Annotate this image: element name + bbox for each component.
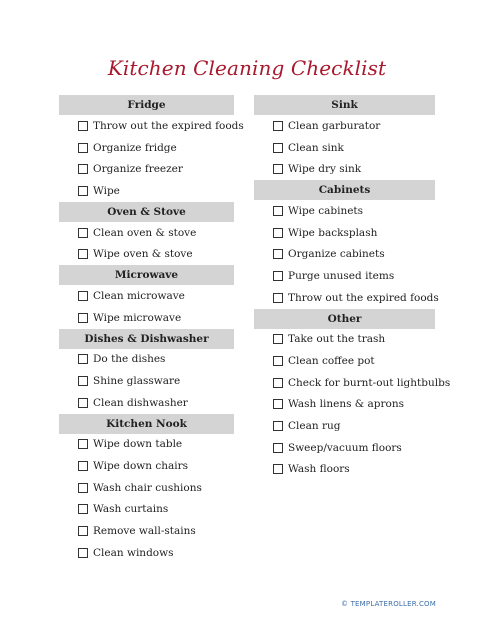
checkbox-icon[interactable] — [78, 483, 88, 493]
checklist-item-label: Wash floors — [288, 463, 350, 476]
checklist-item[interactable] — [254, 222, 435, 244]
checkbox-icon[interactable] — [78, 121, 88, 131]
checklist-item[interactable] — [59, 158, 234, 180]
checklist-item-label: Clean garburator — [288, 119, 381, 132]
checkbox-icon[interactable] — [78, 526, 88, 536]
checkbox-icon[interactable] — [78, 461, 88, 471]
checkbox-icon[interactable] — [273, 356, 283, 366]
checkbox-icon[interactable] — [273, 293, 283, 303]
page-title: Kitchen Cleaning Checklist — [107, 56, 387, 80]
checklist-item[interactable] — [254, 200, 435, 222]
section-header-dishes-and-dishwasher: Dishes & Dishwasher — [59, 329, 234, 349]
checklist-item-label: Check for burnt-out lightbulbs — [288, 376, 451, 389]
checkbox-icon[interactable] — [273, 464, 283, 474]
checkbox-icon[interactable] — [273, 421, 283, 431]
checklist-item[interactable] — [254, 243, 435, 265]
checkbox-icon[interactable] — [78, 249, 88, 259]
checklist-item[interactable] — [59, 499, 234, 521]
section-header-kitchen-nook: Kitchen Nook — [59, 414, 234, 434]
checklist-item-label: Clean coffee pot — [288, 355, 375, 368]
checklist-item[interactable] — [254, 415, 435, 437]
checklist-item-label: Wipe microwave — [93, 311, 182, 324]
section-header-microwave: Microwave — [59, 265, 234, 285]
checkbox-icon[interactable] — [273, 399, 283, 409]
checklist-item-label: Do the dishes — [93, 353, 166, 366]
checklist-item[interactable] — [254, 437, 435, 459]
checklist-item-label: Sweep/vacuum floors — [288, 441, 402, 454]
checklist-item[interactable] — [254, 459, 435, 481]
checklist-item-label: Remove wall-stains — [93, 525, 196, 538]
checkbox-icon[interactable] — [273, 143, 283, 153]
checklist-item[interactable] — [59, 477, 234, 499]
checklist-item-label: Wipe down table — [93, 438, 183, 451]
checkbox-icon[interactable] — [273, 443, 283, 453]
checklist-item[interactable] — [59, 222, 234, 244]
checklist-item[interactable] — [59, 285, 234, 307]
checkbox-icon[interactable] — [78, 439, 88, 449]
checkbox-icon[interactable] — [78, 143, 88, 153]
checklist-item-label: Shine glassware — [93, 375, 181, 388]
checkbox-icon[interactable] — [78, 313, 88, 323]
checkbox-icon[interactable] — [78, 164, 88, 174]
checklist-item[interactable] — [59, 434, 234, 456]
checklist-item-label: Wipe backsplash — [288, 226, 378, 239]
checklist-item-label: Throw out the expired foods — [288, 291, 439, 304]
checklist-item[interactable] — [59, 392, 234, 414]
footer-credit: © TEMPLATEROLLER.COM — [340, 600, 436, 608]
checklist-item[interactable] — [254, 115, 435, 137]
checklist-item[interactable] — [254, 265, 435, 287]
checkbox-icon[interactable] — [78, 504, 88, 514]
checklist-item-label: Clean sink — [288, 141, 344, 154]
checkbox-icon[interactable] — [273, 164, 283, 174]
checklist-item[interactable] — [59, 349, 234, 371]
checklist-item[interactable] — [254, 287, 439, 309]
checkbox-icon[interactable] — [78, 228, 88, 238]
checkbox-icon[interactable] — [78, 186, 88, 196]
checkbox-icon[interactable] — [273, 334, 283, 344]
checklist-item-label: Organize fridge — [93, 141, 177, 154]
checklist-item-label: Clean microwave — [93, 289, 185, 302]
checklist-item[interactable] — [59, 520, 234, 542]
checklist-item[interactable] — [59, 370, 234, 392]
right-column — [254, 95, 451, 480]
checkbox-icon[interactable] — [273, 271, 283, 281]
section-header-sink: Sink — [254, 95, 435, 115]
checkbox-icon[interactable] — [78, 291, 88, 301]
checkbox-icon[interactable] — [273, 121, 283, 131]
checkbox-icon[interactable] — [78, 548, 88, 558]
checklist-item[interactable] — [254, 372, 451, 394]
checklist-item-label: Purge unused items — [288, 269, 395, 282]
section-header-cabinets: Cabinets — [254, 180, 435, 200]
checklist-item[interactable] — [59, 180, 234, 202]
checklist-item[interactable] — [59, 115, 244, 137]
checklist-item-label: Clean dishwasher — [93, 396, 188, 409]
checklist-item[interactable] — [59, 137, 234, 159]
checklist-item-label: Wipe oven & stove — [93, 248, 193, 261]
checkbox-icon[interactable] — [273, 378, 283, 388]
checklist-item-label: Clean rug — [288, 420, 341, 433]
section-header-oven-and-stove: Oven & Stove — [59, 202, 234, 222]
checkbox-icon[interactable] — [78, 376, 88, 386]
left-column — [59, 95, 244, 564]
checklist-item[interactable] — [254, 394, 435, 416]
checkbox-icon[interactable] — [273, 249, 283, 259]
checklist-item-label: Wash curtains — [93, 503, 169, 516]
checklist-item-label: Organize freezer — [93, 163, 183, 176]
checklist-item[interactable] — [59, 243, 234, 265]
checklist-item-label: Wipe dry sink — [288, 163, 362, 176]
checklist-item-label: Throw out the expired foods — [93, 119, 244, 132]
checkbox-icon[interactable] — [273, 228, 283, 238]
checklist-item[interactable] — [254, 158, 435, 180]
checkbox-icon[interactable] — [78, 398, 88, 408]
checklist-item-label: Wipe cabinets — [288, 204, 364, 217]
checklist-item[interactable] — [254, 329, 435, 351]
checklist-item[interactable] — [254, 137, 435, 159]
checklist-item[interactable] — [59, 455, 234, 477]
checklist-item-label: Take out the trash — [288, 333, 386, 346]
checklist-item-label: Clean windows — [93, 546, 174, 559]
section-header-other: Other — [254, 309, 435, 329]
checklist-item-label: Wipe down chairs — [93, 460, 189, 473]
checklist-item-label: Wipe — [93, 184, 120, 197]
checklist-item-label: Wash linens & aprons — [288, 398, 404, 411]
checklist-item-label: Organize cabinets — [288, 248, 385, 261]
checklist-item[interactable] — [59, 542, 234, 564]
checklist-item-label: Clean oven & stove — [93, 226, 197, 239]
checkbox-icon[interactable] — [273, 206, 283, 216]
checklist-item-label: Wash chair cushions — [93, 481, 202, 494]
checklist-item[interactable] — [59, 307, 234, 329]
section-header-fridge: Fridge — [59, 95, 234, 115]
checkbox-icon[interactable] — [78, 354, 88, 364]
checklist-item[interactable] — [254, 350, 435, 372]
